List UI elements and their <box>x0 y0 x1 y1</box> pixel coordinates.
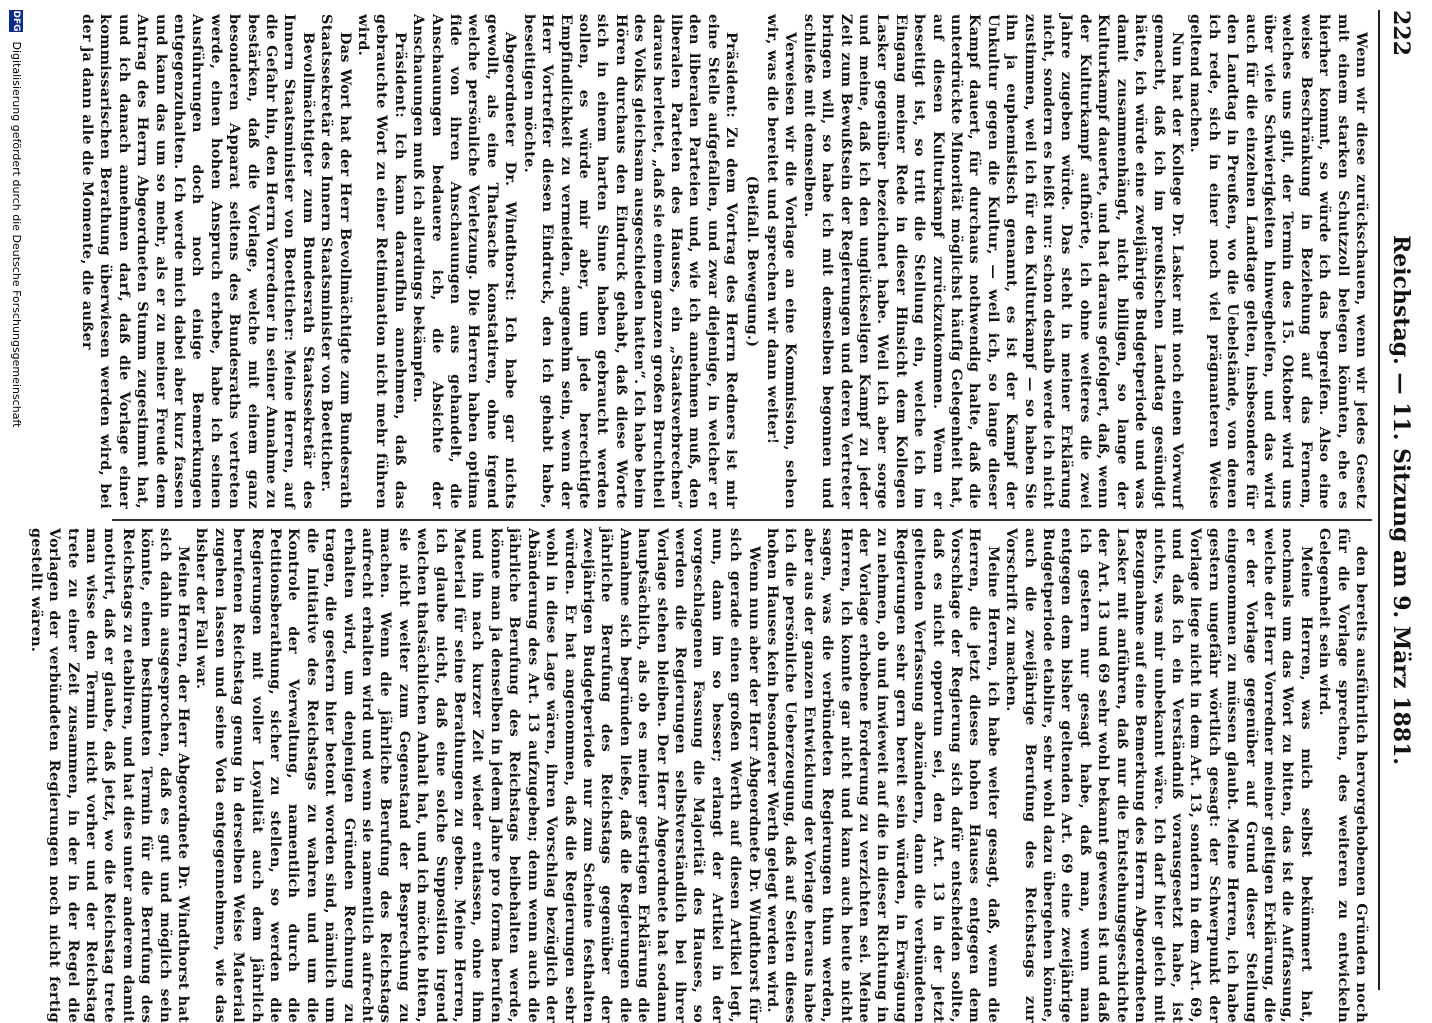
dfg-logo-icon: DFG <box>11 10 21 32</box>
paragraph: Meine Herren, ich habe weiter gesagt, daß, wenn die Herren, die jetzt dieses hohen Hauses entgegen dem Vorschlage der Regierung sich dafür entscheiden sollte, daß es nicht opportun sei, den Art. 13 in der jetzt geltenden Verfassung abzuändern, dann die verbündeten Regierungen sehr gern bereit sein würden, in Erwägung zu nehmen, ob und inwieweit auf die in dieser Richtung in der Vorlage erhobene Forderung zu verzichten sei. Meine Herren, ich konnte gar nicht und kann auch heute nicht sagen, was die verbündeten Regierungen thun werden, aber aus der ganzen Entwicklung der Vorlage heraus habe ich die persönliche Ueberzeugung, daß auf Seiten dieses hohen Hauses kein besonderer Werth gelegt werden wird. <box>764 528 1002 1023</box>
paragraph: Meine Herren, was mich selbst bekümmert hat, nochmals um das Wort zu bitten, das ist die Auffassung, welche der Herr Vorredner meiner geltigen Erklärung, die er der Vorlage gegenüber auf Grund dieser Stellung eingenommen zu müssen glaubt. Meine Herren, ich habe gestern ungefähr wörtlich gesagt: der Schwerpunkt der Vorlage liege nicht in dem Art. 13, sondern in dem Art. 69, und daß ich ein Verständniß vorausgesetzt habe, ist nichts, was mir unbekannt wäre. Ich darf hier gleich mit Bezugnahme auf eine Bemerkung des Herrn Abgeordneten Lasker mit anführen, daß nur die Entstehungsgeschichte der Art. 13 und 69 sehr wohl bekannt gewesen ist und daß ich gestern nur gesagt habe, daß man, wenn man entgegen dem bisher geltenden Art. 69 eine zweijährige Budgetperiode etablire, sehr wohl dazu übergehen könne, auch die zweijährige Berufung des Reichstags zur Vorschrift zu machen. <box>1003 528 1315 1023</box>
left-column <box>78 14 1370 509</box>
paragraph: Bevollmächtigter zum Bundesrath Staatssekretär des Innern Staatsminister von Boetticher: Meine Herren, auf die Gefahr hin, den Herrn Vorredner in seiner Annahme zu bestärken, daß die Vorlage, welche mit einem ganz besonderen Apparat seitens des Bundesraths vertreten werde, einen hohen Anspruch erhebe, habe ich seinen Ausführungen doch noch einige Bemerkungen entgegenzuhalten. Ich werde mich dabei aber kurz fassen und kann das um so mehr, als er zu meiner Freude dem Antrag des Herrn Abgeordneten Stumm zugestimmt hat, und ich danach annehmen darf, daß die Vorlage einer kommissarischen Berathung überwiesen werden wird, bei der ja dann alle die Momente, die außer <box>78 14 317 509</box>
paragraph: den bereits ausführlich hervorgehobenen Gründen noch für die Vorlage sprechen, des weiteren zu entwickeln Gelegenheit sein wird. <box>1316 528 1370 1023</box>
stage-direction: (Beifall. Bewegung.) <box>743 175 761 348</box>
paragraph: Das Wort hat der Herr Bevollmächtigte zum Bundesrath Staatssekretär des Innern Staatsminister von Boetticher. <box>318 14 354 509</box>
running-title: Reichstag. — 11. Sitzung am 9. März 1881. <box>1388 234 1414 766</box>
paragraph: Meine Herren, der Herr Abgeordnete Dr. Windthorst hat sich dahin ausgesprochen, daß es gut und möglich sein könnte, einen bestimmten Termin für die Berufung des Reichstags zu etabliren, und hat dies unter anderem damit motivirt, daß er glaube, daß jetzt, wo die Reichstag trete man wisse den Termin nicht vorher und der Reichstag trete zu einer Zeit zusammen, in der in der Regel die Vorlagen der verbündeten Regierungen noch nicht fertig gestellt wären. <box>27 528 192 1023</box>
footer-text: Digitalisierung gefördert durch die Deutsche Forschungsgemeinschaft <box>10 41 23 428</box>
page-header <box>1384 10 1414 990</box>
paragraph: Wenn wir diese zurückschauen, wenn wir jedes Gesetz mit einem starken Schutzzoll belegen könnten, ehe es hierher kommt, so würde ich das begreifen. Also eine weise Beschränkung in Beziehung auf das Fernem, welches uns gilt, der Termin des 15. Oktober wird uns über viele Schwierigkeiten hinweghelfen, und das wird auch für die einzelnen Landtage gelten, insbesondere für den Landtag in Preußen, wo die Uebelstände, von denen ich rede, sich in einer noch viel prägnanteren Weise geltend machen. <box>1187 14 1370 509</box>
page-number: 222 <box>1388 10 1414 56</box>
header-rule <box>1378 10 1380 990</box>
digitization-footer <box>4 10 28 990</box>
paragraph: Präsident: Zu dem Vortrag des Herrn Redners ist mir eine Stelle aufgefallen, und zwar diejenige, in welcher er den liberalen Parteien und, wie ich annehmen muß, den liberalen Parteien des Hauses, ein „Staatsverbrechen“ daraus herleitet, „daß sie einem ganzen großen Bruchtheil des Volks gleichsam ausgeschieden hatten“. Ich habe beim Hören durchaus den Eindruck gehabt, daß diese Worte sich in einem harten Sinne haben gebraucht werden sollen, es würde mir aber, um jede berechtigte Empfindlichkeit zu vermeiden, angenehm sein, wenn der Herr Vortreffer diesen Eindruck, den ich gehabt habe, beseitigen möchte. <box>520 14 741 509</box>
paragraph: Abgeordneter Dr. Windthorst: Ich habe gar nichts gewollt, als eine Thatsache konstatiren, ohne irgend welche persönliche Verletzung. Die Herren haben optima fide von ihren Anschauungen aus gehandelt, die Anschauungen bedauere ich, die Absichte der Anschauungen muß ich allerdings bekämpfen. <box>410 14 520 509</box>
right-column <box>27 528 1370 1023</box>
paragraph: Präsident: Ich kann daraufhin annehmen, daß das gebrauchte Wort zu einer Retimination nicht mehr führen wird. <box>355 14 409 509</box>
column-divider <box>112 519 1372 521</box>
paragraph: Verweisen wir die Vorlage an eine Kommission, sehen wir, was die bereitet und sprechen wir dann weiter! <box>764 14 800 509</box>
paragraph: Wenn nun aber der Herr Abgeordnete Dr. Windthorst für sich gerade einen großen Werth auf diesen Artikel legt, nun, dann im so besser; erlangt der Artikel in der vorgeschlagenen Fassung die Majorität des Hauses, so werden die Regierungen selbstverständlich bei ihrer Vorlage stehen bleiben. Der Herr Abgeordnete hat sodann hauptsächlich, als ob es meiner gestrigen Erklärung die Annahme sich begründen ließe, daß die Regierungen die jährliche Berufung des Reichstags gegenüber der zweijährigen Budgetperiode nur zum Scheine festhalten würden. Er hat angenommen, daß die Regierungen sehr wohl in diese Lage wären, ihren Vorschlag bezüglich der Abänderung des Art. 13 aufzugeben; denn wenn auch die jährliche Berufung des Reichstags beibehalten werde, könne man ja denselben in jedem Jahre pro forma berufen und ihn nach kurzer Zeit wieder entlassen, ohne ihm Material für seine Berathungen zu geben. Meine Herren, ich glaube nicht, daß eine solche Supposition irgend welchen thatsächlichen Anhalt hat, und ich möchte bitten, sie nicht weiter zum Gegenstand der Besprechung zu machen. Wenn die jährliche Berufung des Reichstags aufrecht erhalten wird und wenn sie namentlich aufrecht erhalten wird, um denjenigen Gründen Rechnung zu tragen, die gestern hier betont worden sind, nämlich um die Initiative des Reichstags zu wahren und um die Kontrole der Verwaltung, namentlich durch die Petitionsberathung, sicher zu stellen, so werden die Regierungen mit voller Loyalität auch dem jährlich berufenen Reichstag genug in derselben Weise Material zugehen lassen und seine Vota entgegennehmen, wie das bisher der Fall war. <box>193 528 763 1023</box>
paragraph: Nun hat der Kollege Dr. Lasker mit noch einen Vorwurf gemacht, daß ich im preußischen Landtag gesündigt hätte, ich würde eine zweijährige Budgetperiode und was damit zusammenhängt, nicht billigen, so lange der Kulturkampf dauerte, und hat daraus gefolgert, daß, wenn der Kulturkampf aufhörte, ich ohne weiteres die zwei Jahre zugeben würde. Das steht in meiner Erklärung nicht, sondern es heißt nur: schon deshalb werde ich nicht zustimmen, weil ich für den Kulturkampf — so haben Sie ihn ja euphemistisch genannt, es ist der Kampf der Unkultur gegen die Kultur, — weil ich, so lange dieser Kampf dauert, für durchaus nothwendig halte, daß die unterdrückte Minorität möglichst häufig Gelegenheit hat, auf diesen Kulturkampf zurückzukommen. Wenn er beseitigt ist, so tritt die Stellung ein, welche ich im Eingang meiner Rede in dieser Hinsicht dem Kollegen Lasker gegenüber bezeichnet habe. Weil ich aber sorge und meine, daß ich den unglückseligen Kampf zu jeder Zeit zum Bewußtsein der Regierungen und deren Vertreter bringen will, so habe ich mit demselben begonnen und schließe mit demselben. <box>800 14 1186 509</box>
